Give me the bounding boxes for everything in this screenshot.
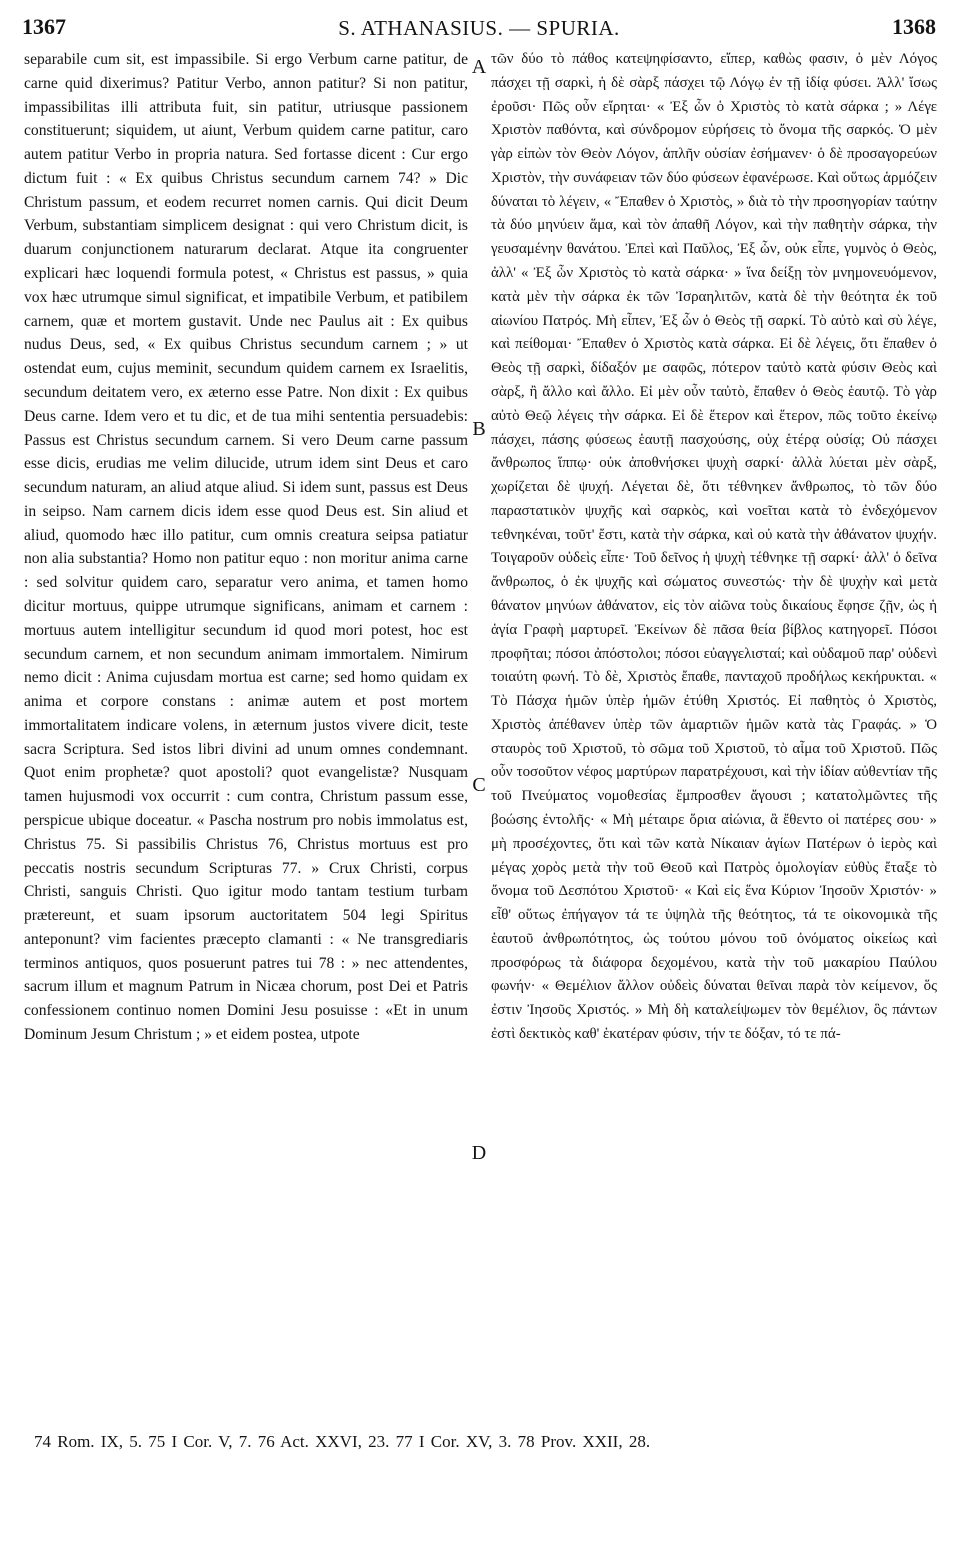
- running-title: S. ATHANASIUS. — SPURIA.: [338, 16, 620, 40]
- margin-letter-c: C: [472, 774, 486, 796]
- right-column-number: 1368: [892, 14, 936, 39]
- greek-text: τῶν δύο τὸ πάθος κατεψηφίσαντο, εἴπερ, καθὼς φασιν, ὁ μὲν Λόγος πάσχει τῇ σαρκὶ, ἡ δὲ σὰρξ πάσχει τῷ Λόγῳ ἐν τῇ ἰδίᾳ φύσει. Ἀλλ' ἴσως ἐροῦσι· Πῶς οὖν εἴρηται· « Ἐξ ὧν ὁ Χριστὸς τὸ κατὰ σάρκα ; » Λέγε Χριστὸν παθόντα, καὶ σύνδρομον εὑρήσεις τὸ ὄνομα τῆς σαρκός. Ὁ μὲν γὰρ εἰπὼν τὸν Θεὸν Λόγον, ἁπλῆν οὐσίαν ἐσήμανεν· ὁ δὲ προσαγορεύων Χριστὸν, τὴν συνάφειαν τῶν δύο φύσεων ἐφανέρωσε. Καὶ οὕτως ἁρμόζειν δύναται τὸ λέγειν, « Ἔπαθεν ὁ Χριστὸς, » διὰ τὸ τὴν προσηγορίαν ταύτην τὰ δύο μηνύειν ἅμα, καὶ τὸν ἀπαθῆ Λόγον, καὶ τὴν παθητὴν σάρκα, τὴν γευσαμένην θανάτου. Ἐπεὶ καὶ Παῦλος, Ἐξ ὧν, οὐκ εἶπε, γυμνὸς ὁ Θεὸς, ἀλλ' « Ἐξ ὧν Χριστὸς τὸ κατὰ σάρκα· » ἵνα δείξῃ τὸν μνημονευόμενον, κατὰ μὲν τὴν σάρκα ἐκ τῶν Ἰσραηλιτῶν, κατὰ δὲ τὴν θεότητα ἐκ τοῦ αἰωνίου Πατρός. Μὴ εἶπεν, Ἐξ ὧν ὁ Θεὸς τῇ σαρκί. Τὸ αὐτὸ καὶ σὺ λέγε, καὶ πείθομαι· Ἔπαθεν ὁ Χριστὸς κατὰ σάρκα. Εἰ δὲ λέγεις, ὅτι ἔπαθεν ὁ Θεὸς τῇ σαρκὶ, δίδαξόν με σαφῶς, πότερον ταὐτὸ κατὰ φύσιν Θεὸς καὶ σὰρξ, ἢ ἄλλο καὶ ἄλλο. Εἰ μὲν οὖν ταὐτὸ, ἔπαθεν ὁ Θεὸς ἑαυτῷ. Τὸ γὰρ αὐτὸ Θεῷ λέγεις τὴν σάρκα. Εἰ δὲ ἕτερον καὶ ἕτερον, πῶς τοῦτο ἐκείνῳ πάσχει, πάσης φύσεως ἑαυτῇ πασχούσης, οὐχ ἑτέρᾳ οὐσίᾳ; Οὐ πάσχει ἄνθρωπος ἵππῳ· οὐκ ἀποθνήσκει ψυχὴ σαρκί· ἀλλὰ λύεται μὲν σὰρξ, χωρίζεται δὲ ψυχή. Λέγεται δὲ, ὅτι τέθνηκεν ἄνθρωπος, τὸ τῶν δύο παραστατικὸν ψυχῆς καὶ σαρκὸς, καὶ νοεῖται κατὰ τὸ ἐνδεχόμενον τεθνηκέναι, τοῦτ' ἔστι, κατὰ τὴν σάρκα, καὶ οὐ κατὰ τὴν ἀθάνατον ψυχήν. Τοιγαροῦν οὐδεὶς εἶπε· Τοῦ δεῖνος ἡ ψυχὴ τέθνηκε τῇ σαρκί· ἀλλ' ὁ δεῖνα ἄνθρωπος, ὁ ἐκ ψυχῆς καὶ σώματος συνεστώς· τὴν δὲ ψυχὴν καὶ μετὰ θάνατον μηνύων ἀθάνατον, εἰς τὸν αἰῶνα τοὺς δικαίους ἔφησε ζῇν, ὡς ἡ ἁγία Γραφὴ μαρτυρεῖ. Ἐκείνων δὲ πᾶσα θεία βίβλος κατηγορεῖ. Πόσοι προφῆται; πόσοι ἀπόστολοι; πόσοι εὐαγγελισταί; καὶ οὐδαμοῦ παρ' οὐδενὶ τοιαύτη φωνή. Τὸ δὲ, Χριστὸς ἔπαθε, πανταχοῦ προδήλως κεκήρυκται. « Τὸ Πάσχα ἡμῶν ὑπὲρ ἡμῶν ἐτύθη Χριστός. Εἰ παθητὸς ὁ Χριστὸς, Χριστὸς ἀπέθανεν ὑπὲρ τῶν ἁμαρτιῶν ἡμῶν κατὰ τὰς Γραφάς. » Ὁ σταυρὸς τοῦ Χριστοῦ, τὸ σῶμα τοῦ Χριστοῦ, τὸ αἷμα τοῦ Χριστοῦ. Πῶς οὖν τοσοῦτον νέφος μαρτύρων παρατρέχουσι, καὶ τὴν ἰδίαν αὐθεντίαν τῆς τοῦ Πνεύματος νομοθεσίας ἔμπροσθεν ἄγουσι ; κατατολμῶντες τῆς βοώσης ἐντολῆς· « Μὴ μέταιρε ὅρια αἰώνια, ἃ ἔθεντο οἱ πατέρες σου· » μὴ προσέχοντες, ὅτι καὶ τῶν κατὰ Νίκαιαν ἁγίων Πατέρων ὁ ἱερὸς καὶ μέγας χορὸς μετὰ τὴν τοῦ Θεοῦ καὶ Πατρὸς ὁμολογίαν εὐθὺς ἔταξε τὸ ὄνομα τοῦ Δεσπότου Χριστοῦ· « Καὶ εἰς ἕνα Κύριον Ἰησοῦν Χριστόν· » εἶθ' οὕτως ἐπήγαγον τά τε ὑψηλὰ τῆς θεότητος, τά τε οἰκονομικὰ τῆς ἑαυτοῦ ἀνθρωπότητος, ὡς τούτου μόνου τοῦ ὀνόματος οἰκείως καὶ προσφόρως τὰ διάφορα δεχομένου, κατὰ τὴν τοῦ μακαρίου Παύλου φωνήν· « Θεμέλιον ἄλλον οὐδεὶς δύναται θεῖναι παρὰ τὸν κείμενον, ὅς ἐστιν Ἰησοῦς Χριστός. » Μὴ δὴ καταλείψωμεν τὸν θεμέλιον, ὃς πάντων ἐστὶ δεκτικὸς καθ' ἑκατέραν φύσιν, τήν τε δόξαν, τό τε πά-: [491, 51, 937, 1043]
- left-column-number: 1367: [22, 14, 66, 39]
- margin-letter-d: D: [471, 1142, 487, 1164]
- footnotes: 74 Rom. IX, 5. 75 I Cor. V, 7. 76 Act. XXVI, 23. 77 I Cor. XV, 3. 78 Prov. XXII, 28.: [34, 1432, 651, 1451]
- latin-text: separabile cum sit, est impassibile. Si ergo Verbum carne patitur, de carne quid dixerimus? Patitur Verbo, annon patitur? Si non patitur, impassibilitas illi attributa fuit, sin patitur, utriusque passionem constituerunt; siquidem, ut aiunt, Verbum quidem carne patitur, caro autem patitur Verbo in propria natura. Sed fortasse dicent : Cur ergo dictum fuit : « Ex quibus Christus secundum carnem 74? » Dic Christum passum, et eodem recurret nomen carnis. Qui dicit Deum Verbum, substantiam simplicem designat : qui vero Christum dicit, is duarum conjunctionem naturarum declarat. Atque ita congruenter explicari hæc loquendi formula potest, « Christus est passus, » quia vox hæc utrumque simul significat, et impatibile Verbum, et patibilem carnem, quæ et mortem gustavit. Unde nec Paulus ait : Ex quibus nudus Deus, sed, « Ex quibus Christus secundum carnem ; » ut ostendat eum, cujus meminit, secundum quidem carnem ex Israelitis, secundum deitatem vero, ex æterno esse Patre. Non dixit : Ex quibus Deus carne. Idem vero et tu dic, et de tua mihi sententia persuadebis: Passus est Christus secundum carnem. Si vero Deum carne passum esse dicis, erudias me velim dilucide, utrum idem sint Deus et caro secundum naturam, an aliud atque aliud. Si idem sunt, passus est Deus in seipso. Nam carnem dicis idem esse quod Deus est. Sin aliud et aliud, quomodo hæc illo patitur, cum omnis creatura seipsa patiatur non alia substantia? Homo non patitur equo : non moritur anima carne : sed solvitur quidem caro, separatur vero anima, et tamen homo dicitur mortuus, quippe utrumque significans, animam et carnem : mortuus autem intelligitur secundum id quod mori potest, hoc est secundum carnem, et non secundum animam immortalem. Nimirum nemo dicit : Anima cujusdam mortua est carne; sed homo quidam ex anima et corpore constans : animæ autem et post mortem immortalitatem indicare volens, in æternum justos vivere dicit, teste sacra Scriptura. Sed istos libri divini ad unum omnes condemnant. Quot enim prophetæ? quot apostoli? quot evangelistæ? Nusquam tamen hujusmodi vox occurrit : cum contra, Christum passum esse, perspicue ubique doceatur. « Pascha nostrum pro nobis immolatus est, Christus 75. Si passibilis Christus 76, Christus mortuus est pro peccatis nostris secundum Scripturas 77. » Crux Christi, corpus Christi, sanguis Christi. Quo igitur modo tantam testium turbam prætereunt, et suam ipsorum auctoritatem 504 legi Spiritus anteponunt? vim facientes præcepto clamanti : « Ne transgrediaris terminos antiquos, quos posuerunt patres tui 78 : » nec attendentes, sacrum illum et magnum Patrum in Nicæa chorum, post Dei et Patris confessionem continuo nomen Domini Jesu posuisse : «Et in unum Dominum Jesum Christum ; » et eidem postea, utpote: [24, 51, 468, 1044]
- margin-letter-b: B: [472, 418, 486, 440]
- greek-column: [491, 48, 937, 1047]
- page-header: [22, 14, 936, 48]
- margin-letter-a: A: [471, 56, 487, 78]
- latin-column: [24, 48, 468, 1047]
